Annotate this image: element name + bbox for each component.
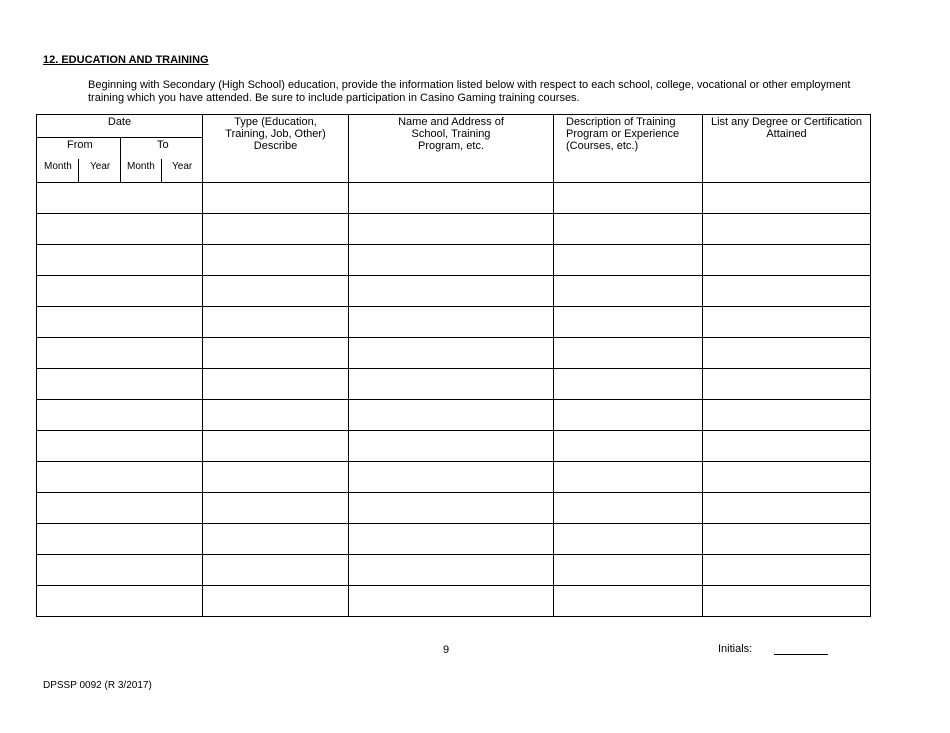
type-cell[interactable]	[203, 462, 349, 493]
date-cell[interactable]	[37, 183, 203, 214]
date-header: Date	[107, 116, 132, 128]
description-cell[interactable]	[554, 555, 703, 586]
type-cell[interactable]	[203, 338, 349, 369]
to-header: To	[157, 139, 169, 151]
date-cell[interactable]	[37, 586, 203, 617]
description-cell[interactable]	[554, 245, 703, 276]
table-header-row	[37, 115, 871, 183]
school-cell[interactable]	[349, 307, 554, 338]
date-cell[interactable]	[37, 338, 203, 369]
school-cell[interactable]	[349, 276, 554, 307]
type-cell[interactable]	[203, 524, 349, 555]
degree-cell[interactable]	[703, 431, 871, 462]
initials-label: Initials:	[718, 643, 753, 655]
degree-cell[interactable]	[703, 555, 871, 586]
table-row	[37, 338, 871, 369]
date-cell[interactable]	[37, 555, 203, 586]
type-cell[interactable]	[203, 276, 349, 307]
type-cell[interactable]	[203, 400, 349, 431]
table-row	[37, 462, 871, 493]
school-name-header: Name and Address of School, Training Program, etc.	[349, 115, 554, 183]
description-cell[interactable]	[554, 524, 703, 555]
table-row	[37, 245, 871, 276]
degree-cell[interactable]	[703, 586, 871, 617]
type-cell[interactable]	[203, 214, 349, 245]
from-year-header: Year	[90, 161, 111, 172]
type-cell[interactable]	[203, 586, 349, 617]
degree-cell[interactable]	[703, 400, 871, 431]
date-cell[interactable]	[37, 307, 203, 338]
table-row	[37, 431, 871, 462]
description-cell[interactable]	[554, 338, 703, 369]
degree-cell[interactable]	[703, 307, 871, 338]
table-row	[37, 400, 871, 431]
description-cell[interactable]	[554, 183, 703, 214]
type-cell[interactable]	[203, 493, 349, 524]
school-cell[interactable]	[349, 369, 554, 400]
type-cell[interactable]	[203, 183, 349, 214]
degree-header: List any Degree or Certification Attained	[703, 115, 871, 183]
school-cell[interactable]	[349, 493, 554, 524]
table-body	[37, 183, 871, 617]
description-cell[interactable]	[554, 431, 703, 462]
date-cell[interactable]	[37, 431, 203, 462]
table-row	[37, 214, 871, 245]
date-header-cell	[37, 115, 203, 183]
section-title: 12. EDUCATION AND TRAINING	[43, 54, 209, 66]
description-cell[interactable]	[554, 400, 703, 431]
date-cell[interactable]	[37, 214, 203, 245]
table-row	[37, 307, 871, 338]
table-row	[37, 524, 871, 555]
description-cell[interactable]	[554, 369, 703, 400]
description-cell[interactable]	[554, 586, 703, 617]
degree-cell[interactable]	[703, 214, 871, 245]
school-cell[interactable]	[349, 214, 554, 245]
table-row	[37, 183, 871, 214]
school-cell[interactable]	[349, 555, 554, 586]
date-cell[interactable]	[37, 462, 203, 493]
table-row	[37, 586, 871, 617]
initials-field[interactable]	[774, 654, 828, 655]
type-cell[interactable]	[203, 307, 349, 338]
type-cell[interactable]	[203, 369, 349, 400]
table-row	[37, 369, 871, 400]
degree-cell[interactable]	[703, 462, 871, 493]
type-cell[interactable]	[203, 245, 349, 276]
school-cell[interactable]	[349, 338, 554, 369]
date-cell[interactable]	[37, 245, 203, 276]
date-cell[interactable]	[37, 276, 203, 307]
instructions-text: Beginning with Secondary (High School) education, provide the information listed below with respect to each school, college, vocational or other employment training which you have attended. Be sure to include participation in Casino Gaming training courses.	[88, 79, 851, 104]
type-cell[interactable]	[203, 431, 349, 462]
type-cell[interactable]	[203, 555, 349, 586]
table-row	[37, 276, 871, 307]
degree-cell[interactable]	[703, 493, 871, 524]
from-month-header: Month	[44, 161, 72, 172]
date-cell[interactable]	[37, 369, 203, 400]
to-year-header: Year	[172, 161, 193, 172]
description-cell[interactable]	[554, 493, 703, 524]
date-cell[interactable]	[37, 400, 203, 431]
degree-cell[interactable]	[703, 276, 871, 307]
degree-cell[interactable]	[703, 524, 871, 555]
school-cell[interactable]	[349, 524, 554, 555]
date-cell[interactable]	[37, 493, 203, 524]
type-header: Type (Education, Training, Job, Other) Describe	[203, 115, 349, 183]
school-cell[interactable]	[349, 245, 554, 276]
degree-cell[interactable]	[703, 183, 871, 214]
degree-cell[interactable]	[703, 369, 871, 400]
education-training-table	[36, 114, 871, 617]
date-cell[interactable]	[37, 524, 203, 555]
school-cell[interactable]	[349, 462, 554, 493]
school-cell[interactable]	[349, 183, 554, 214]
school-cell[interactable]	[349, 400, 554, 431]
degree-cell[interactable]	[703, 338, 871, 369]
form-id: DPSSP 0092 (R 3/2017)	[43, 680, 152, 691]
description-cell[interactable]	[554, 276, 703, 307]
table-row	[37, 555, 871, 586]
description-cell[interactable]	[554, 462, 703, 493]
page-number: 9	[443, 644, 450, 656]
description-header: Description of Training Program or Experience (Courses, etc.)	[554, 115, 703, 183]
to-month-header: Month	[127, 161, 155, 172]
from-header: From	[67, 139, 93, 151]
description-cell[interactable]	[554, 214, 703, 245]
description-cell[interactable]	[554, 307, 703, 338]
degree-cell[interactable]	[703, 245, 871, 276]
table-row	[37, 493, 871, 524]
school-cell[interactable]	[349, 431, 554, 462]
school-cell[interactable]	[349, 586, 554, 617]
